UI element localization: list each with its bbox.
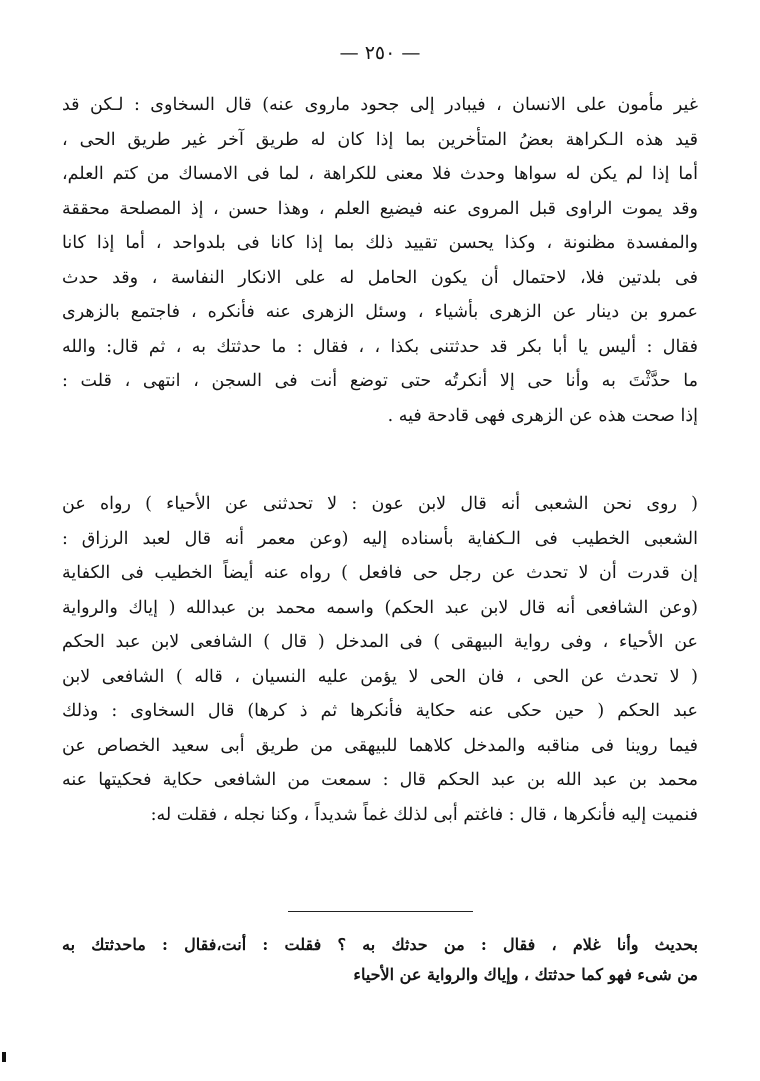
text-line: قيد هذه الـكراهة بعضُ المتأخرين بما إذا كان له طريق آخر غير طريق الحى ، — [62, 129, 698, 150]
text-line: والمفسدة مظنونة ، وكذا يحسن تقييد ذلك بما إذا كانا فى بلدواحد ، أما إذا كانا — [62, 233, 698, 253]
footnote-line: من شىء فهو كما حدثتك ، وإياك والرواية عن الأحياء — [353, 965, 698, 984]
text-line: عن الأحياء ، وفى رواية البيهقى ) فى المدخل ( قال ) الشافعى لابن عبد الحكم — [62, 632, 698, 652]
footnote-divider — [288, 911, 473, 912]
text-line: عمرو بن دينار عن الزهرى بأشياء ، وسئل الزهرى عنه فأنكره ، فاجتمع بالزهرى — [62, 302, 698, 322]
text-line: (وعن الشافعى أنه قال لابن عبد الحكم) واسمه محمد بن عبدالله ( إياك والرواية — [62, 597, 698, 618]
scan-edge-mark — [2, 1052, 6, 1062]
text-line: فى بلدتين فلا، لاحتمال أن يكون الحامل له على الانكار النفاسة ، وقد حدث — [62, 267, 698, 288]
paragraph-1 — [62, 88, 698, 433]
text-line: محمد بن عبد الله بن عبد الحكم قال : سمعت من الشافعى حكاية فحكيتها عنه — [62, 770, 698, 790]
text-line: أما إذا لم يكن له سواها وحدث فلا معنى للكراهة ، لما فى الامساك من كتم العلم، — [62, 164, 698, 184]
text-line: الشعبى الخطيب فى الـكفاية بأسناده إليه (وعن معمر أنه قال لعبد الرزاق : — [62, 528, 698, 549]
text-line: إن قدرت أن لا تحدث عن رجل حى فافعل ) رواه عنه أيضاً الخطيب فى الكفاية — [62, 563, 698, 583]
footnote-line: بحديث وأنا غلام ، فقال : من حدثك به ؟ فقلت : أنت،فقال : ماحدثتك به — [62, 935, 698, 954]
text-line: ما حدَّثْتَ به وأنا حى إلا أنكرتُه حتى توضع أنت فى السجن ، انتهى ، قلت : — [62, 371, 698, 391]
text-line: غير مأمون على الانسان ، فيبادر إلى جحود ماروى عنه) قال السخاوى : لـكن قد — [62, 95, 698, 115]
text-line: وقد يموت الراوى قبل المروى عنه فيضيع العلم ، وهذا حسن ، إذ المصلحة محققة — [62, 198, 698, 219]
page-number: — ٢٥٠ — — [339, 42, 421, 64]
text-line: ( روى نحن الشعبى أنه قال لابن عون : لا تحدثنى عن الأحياء ) رواه عن — [62, 494, 698, 514]
text-line: فيما روينا فى مناقبه والمدخل كلاهما للبيهقى من طريق أبى سعيد الخصاص عن — [62, 735, 698, 756]
text-line: ( لا تحدث عن الحى ، فان الحى لا يؤمن عليه النسيان ، قاله ) الشافعى لابن — [62, 666, 698, 687]
paragraph-2 — [62, 487, 698, 832]
text-line: إذا صحت هذه عن الزهرى فهى قادحة فيه . — [387, 405, 698, 426]
text-line: فنميت إليه فأنكرها ، قال : فاغتم أبى لذلك غماً شديداً ، وكنا نجله ، فقلت له: — [150, 804, 698, 825]
text-line: فقال : أليس يا أبا بكر قد حدثتنى بكذا ، ، فقال : ما حدثتك به ، ثم قال: والله — [62, 336, 698, 357]
text-line: عبد الحكم ( حين حكى عنه حكاية فأنكرها ثم ذ كرها) قال السخاوى : وذلك — [62, 701, 698, 721]
footnote — [62, 930, 698, 990]
